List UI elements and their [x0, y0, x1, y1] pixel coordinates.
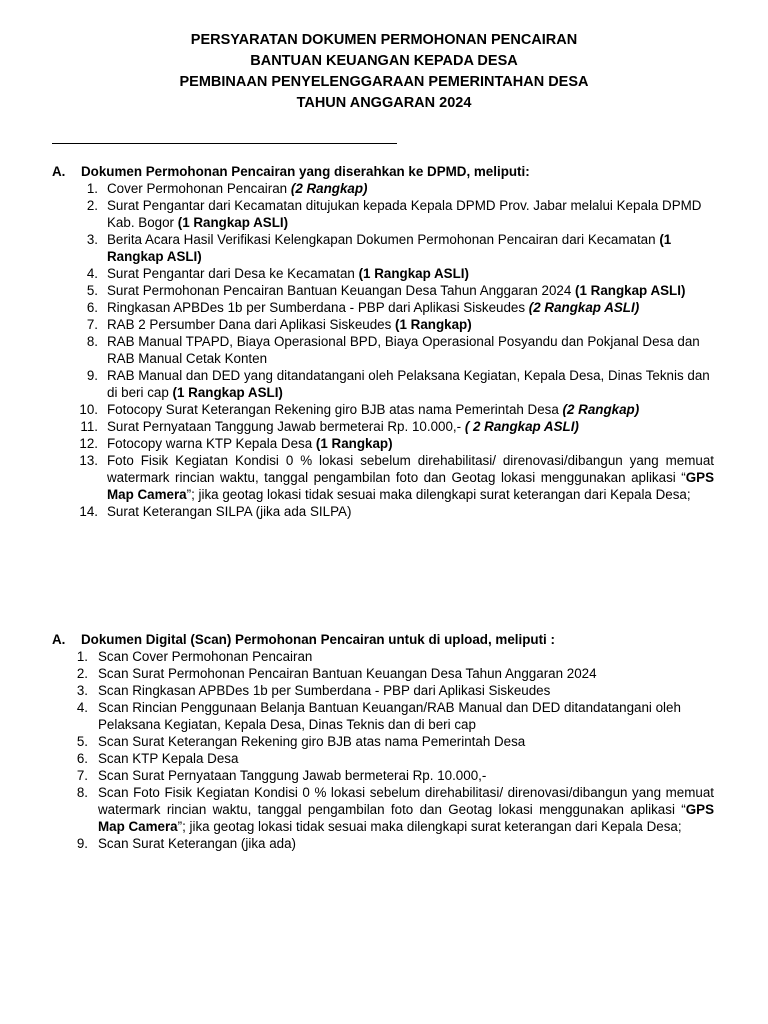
list-item	[52, 648, 714, 665]
item-note: (1 Rangkap)	[315, 436, 393, 451]
item-number: 5.	[86, 283, 98, 298]
item-text: Scan Rincian Penggunaan Belanja Bantuan Keuangan/RAB Manual dan DED ditandatangani oleh Pelaksana Kegiatan, Kepala Desa, Dinas Teknis dan di beri cap	[98, 700, 681, 732]
item-text: Cover Permohonan Pencairan	[107, 181, 291, 196]
list-item	[52, 503, 714, 520]
item-text: Scan Surat Permohonan Pencairan Bantuan Keuangan Desa Tahun Anggaran 2024	[98, 666, 597, 681]
list-item	[52, 452, 714, 503]
item-note: (1 Rangkap ASLI)	[358, 266, 469, 281]
item-number: 4.	[76, 700, 88, 715]
section-letter: A.	[52, 164, 66, 179]
item-note: (1 Rangkap ASLI)	[575, 283, 686, 298]
item-note: (1 Rangkap)	[395, 317, 472, 332]
item-text: Scan Foto Fisik Kegiatan Kondisi 0 % lokasi sebelum direhabilitasi/ direnovasi/dibangun yang memuat watermark rincian waktu, tanggal pengambilan foto dan Geotag lokasi menggunakan aplikasi “	[98, 785, 714, 817]
list-item	[52, 333, 714, 367]
item-text: Fotocopy Surat Keterangan Rekening giro BJB atas nama Pemerintah Desa	[107, 402, 563, 417]
list-item	[52, 299, 714, 316]
item-number: 1.	[76, 649, 88, 664]
item-text: Scan Surat Pernyataan Tanggung Jawab bermeterai Rp. 10.000,-	[98, 768, 487, 783]
section-physical-documents	[52, 163, 714, 520]
item-number: 11.	[80, 419, 98, 434]
horizontal-rule	[52, 143, 397, 144]
requirement-list	[52, 180, 714, 520]
app-name: GPS Map Camera	[107, 470, 714, 502]
list-item	[52, 784, 714, 835]
item-text: RAB Manual dan DED yang ditandatangani oleh Pelaksana Kegiatan, Kepala Desa, Dinas Teknis dan di beri cap	[107, 368, 710, 400]
list-item	[52, 265, 714, 282]
item-number: 9.	[86, 368, 98, 383]
list-item	[52, 733, 714, 750]
section-heading-text: Dokumen Digital (Scan) Permohonan Pencairan untuk di upload, meliputi :	[81, 632, 555, 647]
item-number: 6.	[86, 300, 98, 315]
item-text: Scan Surat Keterangan (jika ada)	[98, 836, 297, 851]
item-text: Ringkasan APBDes 1b per Sumberdana - PBP dari Aplikasi Siskeudes	[107, 300, 529, 315]
title-line-3: PEMBINAAN PENYELENGGARAAN PEMERINTAHAN DESA	[179, 74, 589, 90]
item-number: 10.	[79, 402, 98, 417]
list-item	[52, 316, 714, 333]
list-item	[52, 418, 714, 435]
list-item	[52, 401, 714, 418]
item-text: Surat Pengantar dari Desa ke Kecamatan	[107, 266, 359, 281]
item-text: RAB 2 Persumber Dana dari Aplikasi Siskeudes	[107, 317, 396, 332]
item-text: Scan Surat Keterangan Rekening giro BJB atas nama Pemerintah Desa	[98, 734, 526, 749]
item-text: Surat Pernyataan Tanggung Jawab bermeterai Rp. 10.000,-	[107, 419, 465, 434]
list-item	[52, 699, 714, 733]
list-item	[52, 367, 714, 401]
item-number: 13.	[79, 453, 98, 468]
item-text: Scan Cover Permohonan Pencairan	[98, 649, 313, 664]
item-note: (2 Rangkap)	[562, 402, 640, 417]
item-number: 7.	[76, 768, 88, 783]
item-text: RAB Manual TPAPD, Biaya Operasional BPD, Biaya Operasional Posyandu dan Pokjanal Desa dan RAB Manual Cetak Konten	[107, 334, 700, 366]
item-note: (2 Rangkap)	[290, 181, 368, 196]
list-item	[52, 665, 714, 682]
list-item	[52, 197, 714, 231]
item-text: Surat Pengantar dari Kecamatan ditujukan kepada Kepala DPMD Prov. Jabar melalui Kepala DPMD Kab. Bogor	[107, 198, 702, 230]
item-number: 8.	[76, 785, 88, 800]
item-text: Foto Fisik Kegiatan Kondisi 0 % lokasi sebelum direhabilitasi/ direnovasi/dibangun yang memuat watermark rincian waktu, tanggal pengambilan foto dan Geotag lokasi menggunakan aplikasi “	[107, 453, 714, 485]
section-digital-documents	[52, 631, 714, 852]
item-text: Surat Permohonan Pencairan Bantuan Keuangan Desa Tahun Anggaran 2024	[107, 283, 576, 298]
item-note: (1 Rangkap ASLI)	[107, 232, 672, 264]
list-item	[52, 282, 714, 299]
item-number: 7.	[86, 317, 98, 332]
item-text-end: ”; jika geotag lokasi tidak sesuai maka dilengkapi surat keterangan dari Kepala Desa;	[177, 819, 682, 834]
item-note: (1 Rangkap ASLI)	[177, 215, 289, 230]
item-number: 2.	[86, 198, 98, 213]
item-number: 4.	[86, 266, 98, 281]
list-item	[52, 435, 714, 452]
item-number: 9.	[76, 836, 88, 851]
item-number: 3.	[76, 683, 88, 698]
item-number: 8.	[86, 334, 98, 349]
item-text: Surat Keterangan SILPA (jika ada SILPA)	[107, 504, 352, 519]
title-line-4: TAHUN ANGGARAN 2024	[296, 95, 472, 111]
section-heading	[52, 631, 714, 648]
list-item	[52, 231, 714, 265]
section-heading	[52, 163, 714, 180]
item-number: 12.	[79, 436, 98, 451]
item-number: 1.	[86, 181, 98, 196]
upload-list	[52, 648, 714, 852]
item-text: Scan Ringkasan APBDes 1b per Sumberdana - PBP dari Aplikasi Siskeudes	[98, 683, 551, 698]
app-name: GPS Map Camera	[98, 802, 714, 834]
item-text-end: ”; jika geotag lokasi tidak sesuai maka dilengkapi surat keterangan dari Kepala Desa;	[186, 487, 691, 502]
title-line-1: PERSYARATAN DOKUMEN PERMOHONAN PENCAIRAN	[190, 32, 578, 48]
item-number: 2.	[76, 666, 88, 681]
list-item	[52, 180, 714, 197]
item-note: (2 Rangkap ASLI)	[528, 300, 640, 315]
item-text: Berita Acara Hasil Verifikasi Kelengkapan Dokumen Permohonan Pencairan dari Kecamatan	[107, 232, 660, 247]
list-item	[52, 750, 714, 767]
list-item	[52, 767, 714, 784]
item-note: (1 Rangkap ASLI)	[172, 385, 283, 400]
document-title	[0, 30, 768, 114]
item-text: Fotocopy warna KTP Kepala Desa	[107, 436, 316, 451]
item-number: 5.	[76, 734, 88, 749]
section-letter: A.	[52, 632, 66, 647]
item-number: 3.	[86, 232, 98, 247]
title-line-2: BANTUAN KEUANGAN KEPADA DESA	[250, 53, 518, 69]
item-number: 14.	[79, 504, 98, 519]
section-heading-text: Dokumen Permohonan Pencairan yang diserahkan ke DPMD, meliputi:	[81, 164, 530, 179]
list-item	[52, 835, 714, 852]
list-item	[52, 682, 714, 699]
item-text: Scan KTP Kepala Desa	[98, 751, 239, 766]
item-note: ( 2 Rangkap ASLI)	[464, 419, 579, 434]
item-number: 6.	[76, 751, 88, 766]
